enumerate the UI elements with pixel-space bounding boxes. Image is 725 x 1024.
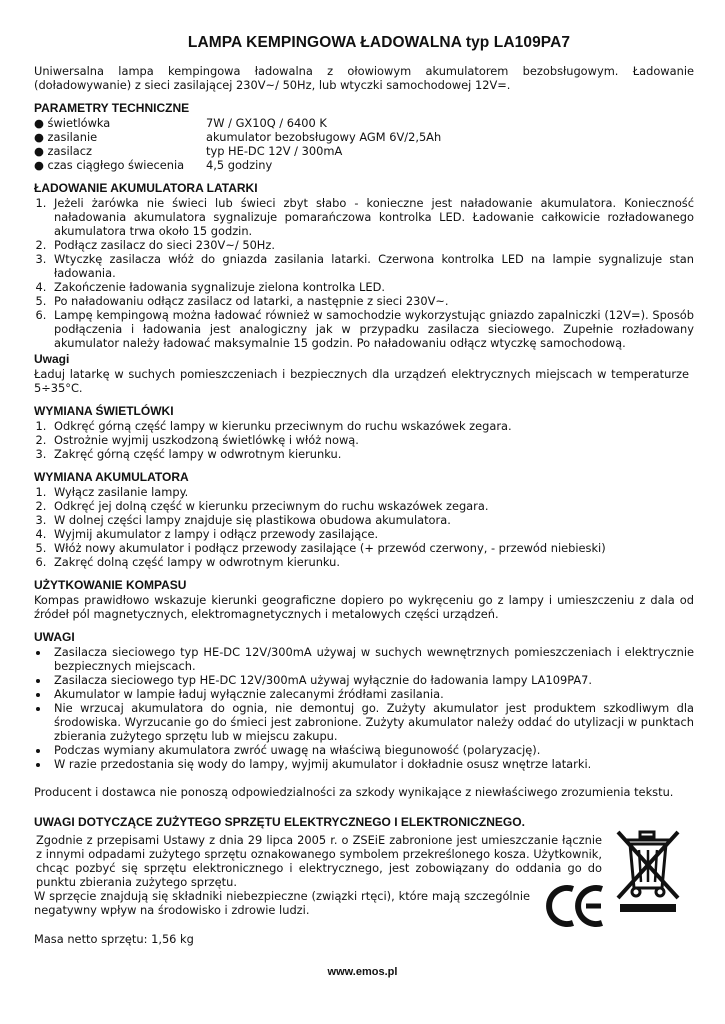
caution-heading: Uwagi bbox=[34, 352, 70, 366]
footer-url[interactable]: www.emos.pl bbox=[327, 966, 398, 978]
list-item: 2. Odkręć jej dolną część w kierunku przeciwnym do ruchu wskazówek zegara. bbox=[50, 499, 694, 513]
weee-heading: UWAGI DOTYCZĄCE ZUŻYTEGO SPRZĘTU ELEKTRYCZNEGO I ELEKTRONICZNEGO. bbox=[34, 815, 525, 829]
params-row: ● zasilanie akumulator bezobsługowy AGM 6V/2,5Ah bbox=[34, 130, 442, 144]
compass-text: Kompas prawidłowo wskazuje kierunki geograficzne dopiero po wykręceniu go z lampy i umieszczeniu z dala od źródeł pól magnetycznych, elektromagnetycznych i metalowych części urządzeń. bbox=[34, 593, 694, 621]
list-item: 3. Wtyczkę zasilacza włóż do gniazda zasilania latarki. Czerwona kontrolka LED na lampie sygnalizuje stan ładowania. bbox=[50, 252, 694, 280]
list-item: 1. Wyłącz zasilanie lampy. bbox=[50, 485, 694, 499]
list-item: 3. W dolnej części lampy znajduje się plastikowa obudowa akumulatora. bbox=[50, 513, 694, 527]
list-item: • Zasilacza sieciowego typ HE-DC 12V/300mA używaj w suchych wewnętrznych pomieszczeniach i elektrycznie bezpiecznych miejscach. bbox=[50, 645, 694, 673]
compass-heading: UŻYTKOWANIE KOMPASU bbox=[34, 578, 187, 592]
caution-text: Ładuj latarkę w suchych pomieszczeniach i bezpiecznych dla urządzeń elektrycznych miejscach w temperaturze 5÷35°C. bbox=[34, 367, 689, 395]
weee-text: Zgodnie z przepisami Ustawy z dnia 29 lipca 2005 r. o ZSEiE zabronione jest umieszczanie łącznie z innymi odpadami zużytego sprzętu oznakowanego symbolem przekreślonego kosza. Użytkownik, chcąc pozbyć się sprzętu elektronicznego i elektrycznego, jest zobowiązany do oddania go do punktu zbierania zużytego sprzętu. bbox=[36, 833, 602, 889]
hazard-text: W sprzęcie znajdują się składniki niebezpieczne (związki rtęci), które mają szczególnie negatywny wpływ na środowisko i zdrowie ludzi. bbox=[34, 889, 530, 917]
page-title: LAMPA KEMPINGOWA ŁADOWALNA typ LA109PA7 bbox=[187, 34, 571, 51]
list-item: 2. Podłącz zasilacz do sieci 230V~/ 50Hz. bbox=[50, 238, 694, 252]
charging-heading: ŁADOWANIE AKUMULATORA LATARKI bbox=[34, 181, 258, 195]
params-row: ● zasilacz typ HE-DC 12V / 300mA bbox=[34, 144, 343, 158]
list-item: 5. Po naładowaniu odłącz zasilacz od latarki, a następnie z sieci 230V~. bbox=[50, 294, 694, 308]
list-item: • W razie przedostania się wody do lampy, wyjmij akumulator i dokładnie osusz wnętrze latarki. bbox=[50, 757, 694, 771]
warnings-list bbox=[34, 645, 694, 771]
list-item: 1. Odkręć górną część lampy w kierunku przeciwnym do ruchu wskazówek zegara. bbox=[50, 419, 694, 433]
disclaimer-text: Producent i dostawca nie ponoszą odpowiedzialności za szkody wynikające z niewłaściwego zrozumienia tekstu. bbox=[34, 785, 674, 799]
weee-notice bbox=[34, 815, 604, 917]
battery-list bbox=[34, 485, 694, 569]
list-item: 1. Jeżeli żarówka nie świeci lub świeci zbyt słabo - konieczne jest naładowanie akumulatora. Konieczność naładowania akumulatora sygnalizuje pomarańczowa kontrolka LED. Ładowanie całkowicie rozładowanego akumulatora trwa około 15 godzin. bbox=[50, 196, 694, 238]
intro-text: Uniwersalna lampa kempingowa ładowalna z ołowiowym akumulatorem bezobsługowym. Ładowanie (doładowywanie) z sieci zasilającej 230V~/ 50Hz, lub wtyczki samochodowej 12V=. bbox=[34, 64, 694, 92]
list-item: • Podczas wymiany akumulatora zwróć uwagę na właściwą biegunowość (polaryzację). bbox=[50, 743, 694, 757]
params-row: ● świetlówka 7W / GX10Q / 6400 K bbox=[34, 116, 327, 130]
list-item: 6. Zakręć dolną część lampy w odwrotnym kierunku. bbox=[50, 555, 694, 569]
list-item: • Zasilacza sieciowego typ HE-DC 12V/300mA używaj wyłącznie do ładowania lampy LA109PA7. bbox=[50, 673, 694, 687]
params-heading: PARAMETRY TECHNICZNE bbox=[34, 101, 190, 115]
list-item: • Nie wrzucaj akumulatora do ognia, nie demontuj go. Zużyty akumulator jest produktem szkodliwym dla środowiska. Wyrzucanie go do śmieci jest zabronione. Zużyty akumulator należy oddać do utylizacji w punktach zbierania zużytego sprzętu lub w miejscu zakupu. bbox=[50, 701, 694, 743]
charging-list bbox=[34, 196, 694, 350]
list-item: 5. Włóż nowy akumulator i podłącz przewody zasilające (+ przewód czerwony, - przewód niebieski) bbox=[50, 541, 694, 555]
list-item: 4. Wyjmij akumulator z lampy i odłącz przewody zasilające. bbox=[50, 527, 694, 541]
list-item: 3. Zakręć górną część lampy w odwrotnym kierunku. bbox=[50, 447, 694, 461]
list-item: 2. Ostrożnie wyjmij uszkodzoną świetlówkę i włóż nową. bbox=[50, 433, 694, 447]
crossed-out-bin-icon bbox=[612, 826, 684, 914]
list-item: 4. Zakończenie ładowania sygnalizuje zielona kontrolka LED. bbox=[50, 280, 694, 294]
list-item: 6. Lampę kempingową można ładować również w samochodzie wykorzystując gniazdo zapalniczki (12V=). Sposób podłączenia i ładowania jest analogiczny jak w przypadku zasilacza sieciowego. Zupełnie rozładowany akumulator należy ładować maksymalnie 15 godzin. Po naładowaniu odłącz wtyczkę samochodową. bbox=[50, 308, 694, 350]
tube-list bbox=[34, 419, 694, 461]
battery-heading: WYMIANA AKUMULATORA bbox=[34, 470, 189, 484]
net-mass: Masa netto sprzętu: 1,56 kg bbox=[34, 932, 194, 946]
tube-heading: WYMIANA ŚWIETLÓWKI bbox=[34, 404, 174, 418]
params-row: ● czas ciągłego świecenia 4,5 godziny bbox=[34, 158, 273, 172]
params-table bbox=[34, 116, 441, 172]
warnings-heading: UWAGI bbox=[34, 630, 75, 644]
list-item: • Akumulator w lampie ładuj wyłącznie zalecanymi źródłami zasilania. bbox=[50, 687, 694, 701]
ce-mark-icon bbox=[546, 882, 608, 930]
document-body bbox=[34, 34, 694, 799]
